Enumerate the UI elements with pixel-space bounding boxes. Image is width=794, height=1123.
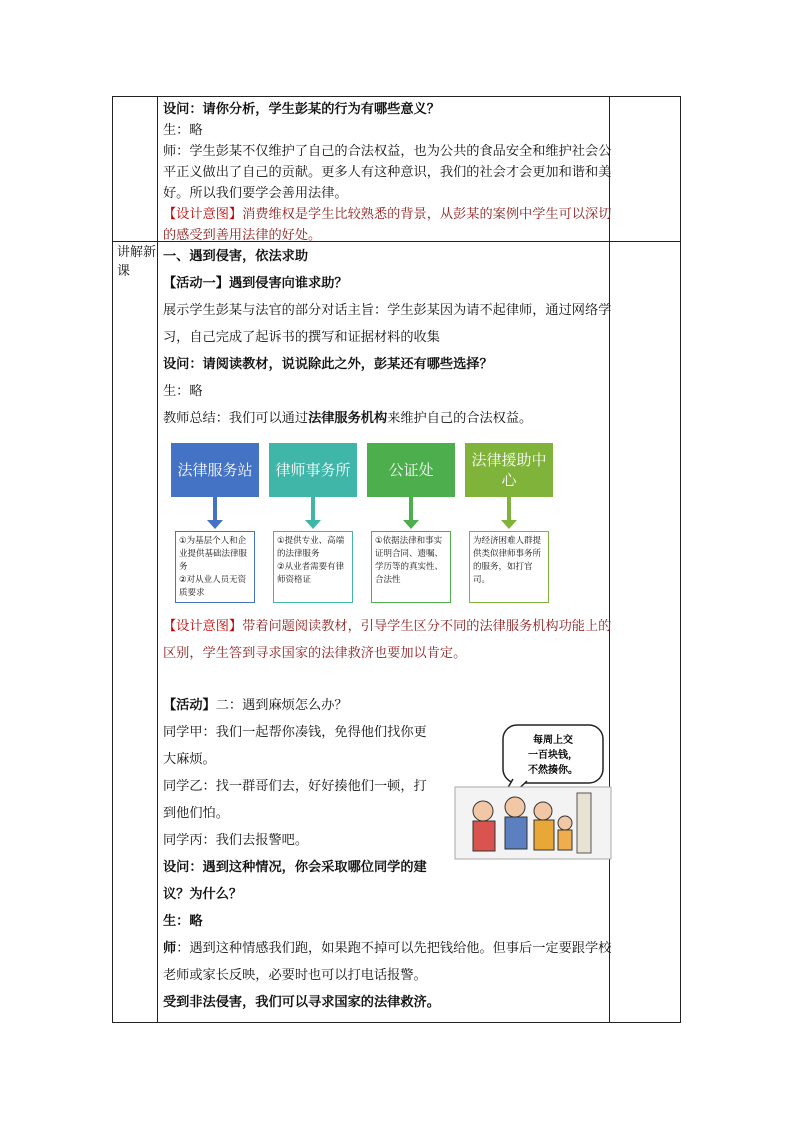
- service-description: ①依据法律和事实证明合同、遗嘱、学历等的真实性、合法性: [371, 531, 451, 603]
- arrow-icon: [409, 497, 413, 521]
- cartoon-text-3: 不然揍你。: [528, 765, 578, 776]
- service-description: ①提供专业、高端的法律服务 ②从业者需要有律师资格证: [273, 531, 353, 603]
- service-box: 法律服务站: [171, 443, 259, 497]
- cartoon-text-2: 一百块钱，: [528, 750, 578, 761]
- student-a: 同学甲：我们一起帮你凑钱，免得他们找你更大麻烦。: [163, 725, 427, 767]
- show-text: 展示学生彭某与法官的部分对话主旨：学生彭某因为请不起律师，通过网络学习，自己完成了起诉书的撰写和证据材料的收集: [163, 303, 612, 345]
- service-description: 为经济困难人群提供类似律师事务所的服务，如打官司。: [469, 531, 549, 603]
- arrow-head-icon: [305, 520, 321, 529]
- question3: 设问：遇到这种情况，你会采取哪位同学的建议？为什么？: [163, 860, 427, 902]
- student-answer: 生：略: [163, 123, 203, 138]
- student-c: 同学丙：我们去报警吧。: [163, 833, 309, 848]
- arrow-icon: [213, 497, 217, 521]
- arrow-head-icon: [403, 520, 419, 529]
- student-b: 同学乙：找一群哥们去，好好揍他们一顿，打到他们怕。: [163, 779, 427, 821]
- column-divider: [157, 97, 158, 1022]
- design-text: 消费维权是学生比较熟悉的背景，从彭某的案例中学生可以深切的感受到善用法律的好处。: [163, 207, 612, 243]
- service-box: 法律援助中心: [465, 443, 553, 497]
- arrow-head-icon: [501, 520, 517, 529]
- design-tag: 【设计意图】: [163, 207, 243, 222]
- section-heading: 一、遇到侵害，依法求助: [163, 249, 309, 264]
- teacher-summary: 教师总结：我们可以通过法律服务机构来维护自己的合法权益。: [163, 411, 533, 426]
- bullying-cartoon: [453, 723, 613, 863]
- cartoon-text-1: 每周上交: [533, 735, 573, 746]
- question-text: 设问：请你分析，学生彭某的行为有哪些意义？: [163, 102, 440, 117]
- arrow-icon: [311, 497, 315, 521]
- row1-content: [163, 99, 615, 246]
- lesson-table: [112, 96, 681, 1023]
- service-box: 公证处: [367, 443, 455, 497]
- conclusion: 受到非法侵害，我们可以寻求国家的法律救济。: [163, 995, 440, 1010]
- question2: 设问：请阅读教材，说说除此之外，彭某还有哪些选择？: [163, 357, 493, 372]
- teacher3: 师：遇到这种情感我们跑，如果跑不掉可以先把钱给他。但事后一定要跟学校老师或家长反映，必要时也可以打电话报警。: [163, 941, 612, 983]
- section-label: 讲解新课: [117, 245, 157, 279]
- legal-services-diagram: [171, 443, 591, 605]
- arrow-icon: [507, 497, 511, 521]
- activity1-title: 【活动一】遇到侵害向谁求助？: [163, 276, 348, 291]
- design-intent: [163, 204, 615, 246]
- service-description: ①为基层个人和企业提供基础法律服务 ②对从业人员无资质要求: [175, 531, 255, 603]
- row2-content: [163, 243, 615, 432]
- activity2-title: 【活动】二：遇到麻烦怎么办？: [163, 698, 348, 713]
- service-box: 律师事务所: [269, 443, 357, 497]
- student2: 生：略: [163, 384, 203, 399]
- student3: 生：略: [163, 914, 203, 929]
- arrow-head-icon: [207, 520, 223, 529]
- teacher-text: 师：学生彭某不仅维护了自己的合法权益，也为公共的食品安全和维护社会公平正义做出了自己的贡献。更多人有这种意识，我们的社会才会更加和谐和美好。所以我们要学会善用法律。: [163, 144, 612, 201]
- design-intent-2: 【设计意图】带着问题阅读教材，引导学生区分不同的法律服务机构功能上的区别，学生答到寻求国家的法律救济也要加以肯定。: [163, 619, 612, 661]
